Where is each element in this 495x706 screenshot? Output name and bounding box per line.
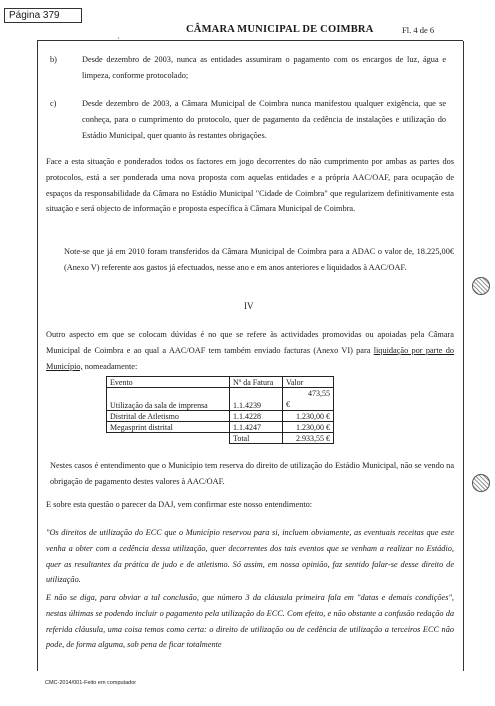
invoices-table bbox=[106, 376, 334, 444]
item-c-text: Desde dezembro de 2003, a Câmara Municipal de Coimbra nunca manifestou qualquer exigência, que se conheça, para o cumprimento do protocolo, quer de pagamento da cedência de instalações e utilização do Estádio Municipal, quer quanto às restantes obrigações. bbox=[82, 99, 446, 140]
table-cell-evento: Utilização da sala de imprensa bbox=[107, 388, 230, 411]
paragraph-transfer-note: Note-se que já em 2010 foram transferidos da Câmara Municipal de Coimbra para a ADAC o valor de, 18.225,00€ (Anexo V) referente aos gastos já efectuados, nesse ano e em anos anteriores e liquidados à AAC/OAF. bbox=[64, 247, 454, 272]
quote-clause-interpretation: E não se diga, para obviar a tal conclusão, que número 3 da cláusula primeira fala em "datas e demais condições", nestas últimas se podendo incluir o pagamento pela utilização do ECC. Com efeito, e não obstante a confusão redação da referida cláusula, uma coisa temos como certa: o direito de utilização ou de cedência de utilização a terceiros ECC não pode, de forma alguma, sob pena de ficar totalmente bbox=[46, 593, 454, 650]
table-cell-evento: Distrital de Atletismo bbox=[107, 411, 230, 422]
sheet-number: Fl. 4 de 6 bbox=[402, 25, 435, 35]
paragraph-daj-opinion: E sobre esta questão o parecer da DAJ, vem confirmar este nosso entendimento: bbox=[46, 500, 313, 509]
footer-code: CMC-2014/001-Feito em computador bbox=[45, 680, 137, 686]
table-total-row bbox=[107, 433, 334, 444]
page-number-label: Página 379 bbox=[4, 8, 82, 23]
table-cell-valor: 1.230,00 € bbox=[283, 411, 334, 422]
table-cell-valor-amount: 473,55 bbox=[308, 389, 330, 398]
item-c-letter: c) bbox=[50, 99, 57, 108]
table-header-cell: Nº da Fatura bbox=[230, 377, 283, 388]
paragraph-activities-end: nomeadamente: bbox=[82, 361, 138, 371]
item-b-text: Desde dezembro de 2003, nunca as entidades assumiram o pagamento com os encargos de luz, água e limpeza, conforme protocolado; bbox=[82, 55, 446, 80]
paragraph-activities-start: Outro aspecto em que se colocam dúvidas é no que se refere às actividades promovidas ou apoiadas pela Câmara Municipal de Coimbra e ao qual a AAC/OAF tem também enviado facturas (Anexo VI) para bbox=[46, 330, 454, 355]
paragraph-activities bbox=[46, 327, 454, 374]
table-total-value: 2.933,55 € bbox=[283, 433, 334, 444]
quote-usage-rights: "Os direitos de utilização do ECC que o Município reservou para si, incluem obviamente, as eventuais receitas que este venha a obter com a cedência dessa utilização, quer decorrentes dos tais eventos que se venham a realizar no Estádio, quer as resultantes da prática de judo e de atletismo. Só assim, em nossa opinião, faz sentido falar-se desse direito de utilização. bbox=[46, 528, 454, 585]
table-header-cell: Evento bbox=[107, 377, 230, 388]
table-cell-fatura: 1.1.4247 bbox=[230, 422, 283, 433]
table-header-row bbox=[107, 377, 334, 388]
paragraph-reserve-right: Nestes casos é entendimento que o Município tem reserva do direito de utilização do Estádio Municipal, não se vendo na obrigação de pagamento destes valores à AAC/OAF. bbox=[50, 461, 454, 486]
table-cell-valor-currency: € bbox=[286, 400, 290, 409]
section-number: IV bbox=[244, 301, 254, 311]
table-row bbox=[107, 388, 334, 411]
table-row bbox=[107, 422, 334, 433]
table-header-cell: Valor bbox=[283, 377, 334, 388]
paragraph-situation: Face a esta situação e ponderados todos os factores em jogo decorrentes do não cumprimento por ambas as partes dos protocolos, está a ser ponderada uma nova proposta com aquelas entidades e a própria AAC/OAF, para ocupação de espaços da responsabilidade da Câmara no Estádio Municipal "Cidade de Coimbra" que regularizem definitivamente esta situação e será objecto de informação e proposta específica à Câmara Municipal de Coimbra. bbox=[46, 157, 454, 214]
table-total-label: Total bbox=[230, 433, 283, 444]
table-cell-fatura: 1.1.4239 bbox=[230, 388, 283, 411]
table-cell-valor: 1.230,00 € bbox=[283, 422, 334, 433]
table-row bbox=[107, 411, 334, 422]
paragraph-activities-underlined: liquidação por parte do Município, bbox=[46, 345, 454, 371]
stray-mark: · bbox=[117, 34, 120, 43]
table-cell-evento: Megasprint distrital bbox=[107, 422, 230, 433]
stamp-seal-icon bbox=[472, 474, 490, 492]
table-cell-valor bbox=[283, 388, 334, 411]
table-cell-fatura: 1.1.4228 bbox=[230, 411, 283, 422]
table-cell-empty bbox=[107, 433, 230, 444]
stamp-seal-icon bbox=[472, 277, 490, 295]
document-title: CÂMARA MUNICIPAL DE COIMBRA bbox=[186, 24, 374, 35]
item-b-letter: b) bbox=[50, 55, 57, 64]
